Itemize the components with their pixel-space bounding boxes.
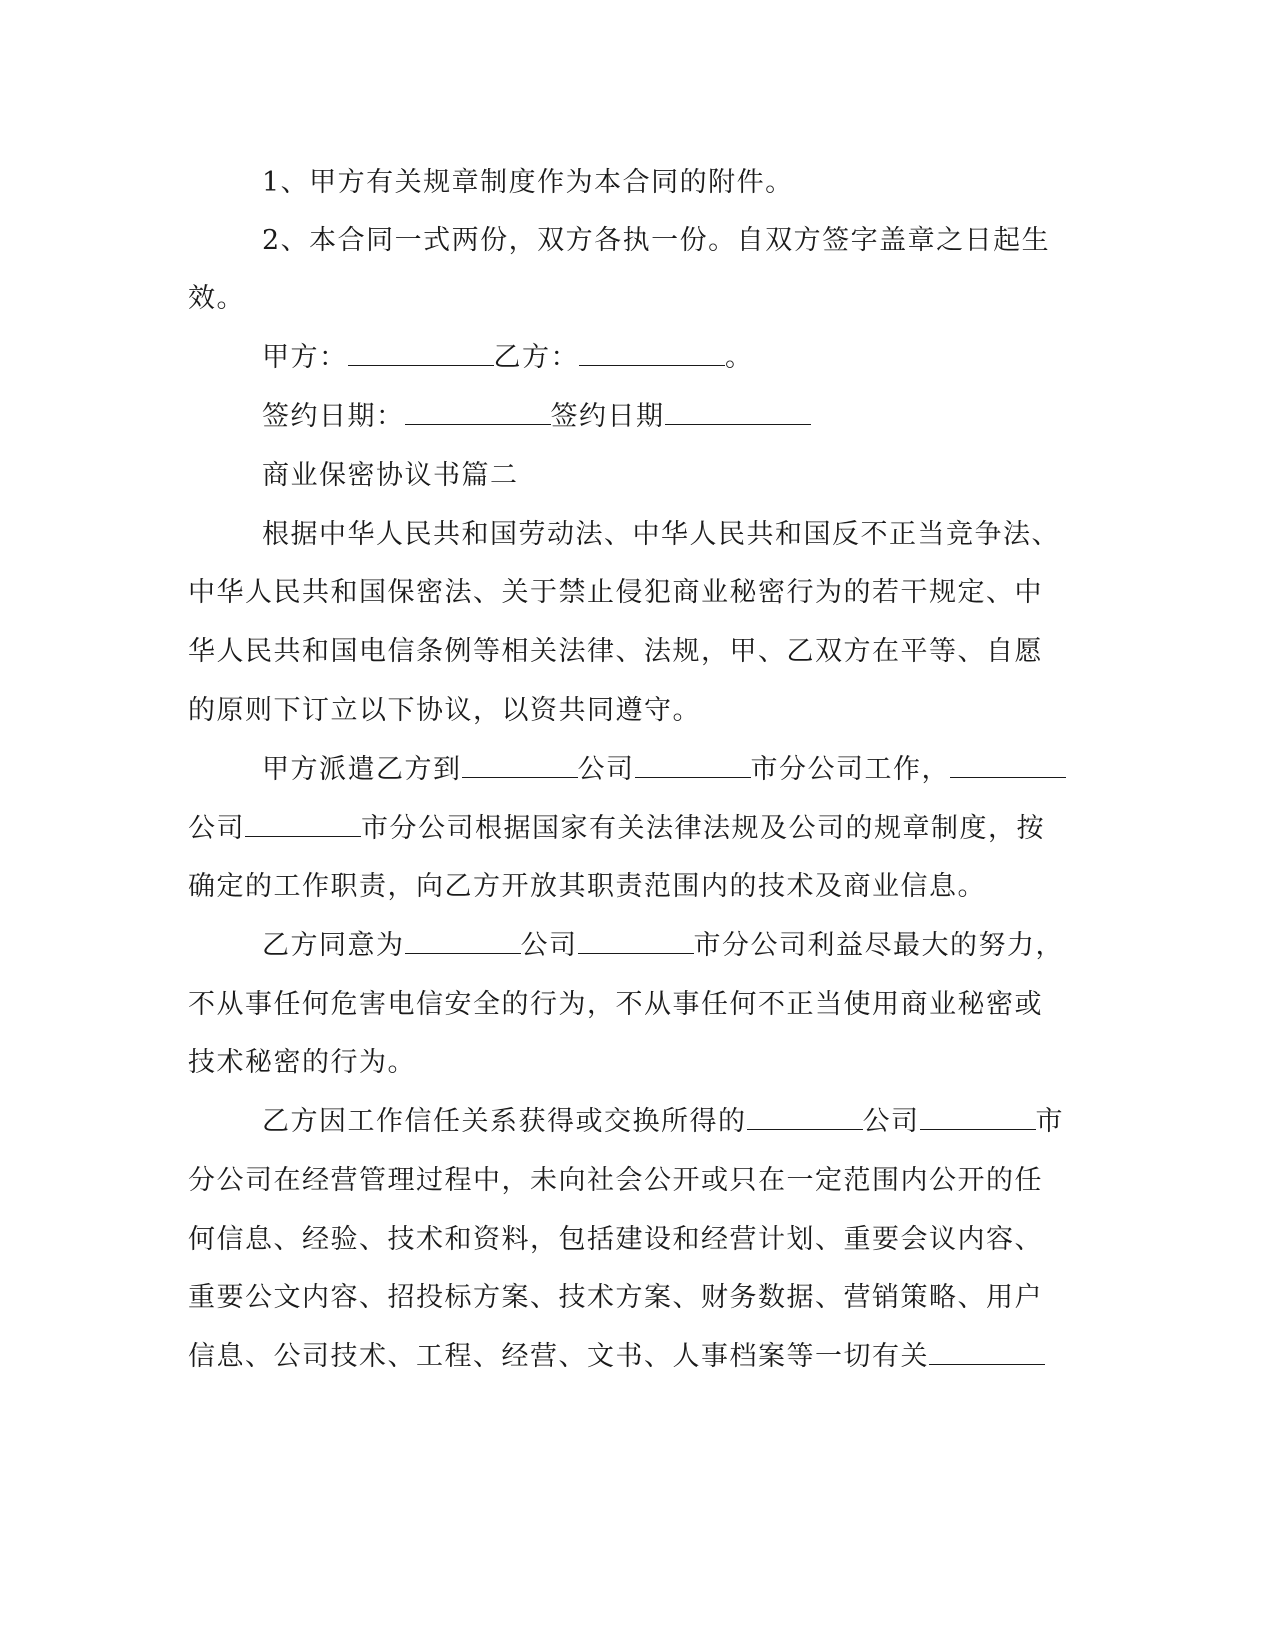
sign-date-blank-a	[405, 400, 551, 425]
text-segment: 市分公司根据国家有关法律法规及公司的规章制度，按	[361, 813, 1045, 844]
paragraph-line: 分公司在经营管理过程中，未向社会公开或只在一定范围内公开的任	[188, 1165, 1043, 1196]
paragraph-line: 的原则下订立以下协议，以资共同遵守。	[188, 695, 701, 726]
period-text: 。	[725, 342, 754, 373]
signature-line-parties	[262, 341, 1068, 375]
text-segment: 公司	[188, 813, 245, 844]
paragraph-line	[188, 812, 1068, 846]
paragraph-line: 何信息、经验、技术和资料，包括建设和经营计划、重要会议内容、	[188, 1224, 1043, 1255]
sign-date-label-b: 签约日期	[550, 401, 665, 432]
paragraph-line: 根据中华人民共和国劳动法、中华人民共和国反不正当竞争法、	[262, 519, 1060, 550]
party-b-blank	[579, 341, 725, 366]
paragraph-line: 1、甲方有关规章制度作为本合同的附件。	[262, 167, 794, 198]
fill-blank	[920, 1105, 1036, 1130]
text-segment: 乙方因工作信任关系获得或交换所得的	[262, 1106, 747, 1137]
party-a-blank	[348, 341, 494, 366]
text-segment: 市	[1035, 1106, 1064, 1137]
sign-date-blank-b	[665, 400, 811, 425]
paragraph-line: 效。	[188, 283, 245, 314]
paragraph-line: 重要公文内容、招投标方案、技术方案、财务数据、营销策略、用户	[188, 1282, 1043, 1313]
party-a-label: 甲方：	[262, 342, 348, 373]
fill-blank	[929, 1340, 1045, 1365]
paragraph-line: 技术秘密的行为。	[188, 1047, 416, 1078]
text-segment: 公司	[862, 1106, 920, 1137]
paragraph-line	[262, 753, 1068, 787]
fill-blank	[747, 1105, 863, 1130]
fill-blank	[635, 753, 751, 778]
paragraph-line	[262, 1105, 1068, 1139]
paragraph-line: 华人民共和国电信条例等相关法律、法规，甲、乙双方在平等、自愿	[188, 636, 1043, 667]
text-segment: 乙方同意为	[262, 930, 405, 961]
fill-blank	[462, 753, 578, 778]
paragraph-line: 确定的工作职责，向乙方开放其职责范围内的技术及商业信息。	[188, 871, 986, 902]
section-title: 商业保密协议书篇二	[262, 460, 519, 491]
fill-blank	[405, 929, 521, 954]
paragraph-line: 2、本合同一式两份，双方各执一份。自双方签字盖章之日起生	[262, 225, 1051, 256]
fill-blank	[578, 929, 694, 954]
text-segment: 市分公司利益尽最大的努力，	[693, 930, 1064, 961]
text-segment: 公司	[520, 930, 578, 961]
signature-line-dates	[262, 400, 1068, 434]
text-segment: 市分公司工作，	[750, 754, 950, 785]
text-segment: 甲方派遣乙方到	[262, 754, 462, 785]
paragraph-line: 不从事任何危害电信安全的行为，不从事任何不正当使用商业秘密或	[188, 989, 1043, 1020]
text-segment: 信息、公司技术、工程、经营、文书、人事档案等一切有关	[188, 1341, 929, 1372]
sign-date-label-a: 签约日期：	[262, 401, 405, 432]
fill-blank	[245, 812, 361, 837]
paragraph-line	[262, 929, 1068, 963]
text-segment: 公司	[577, 754, 635, 785]
paragraph-line: 中华人民共和国保密法、关于禁止侵犯商业秘密行为的若干规定、中	[188, 577, 1043, 608]
fill-blank	[950, 753, 1066, 778]
party-b-label: 乙方：	[493, 342, 579, 373]
paragraph-line	[188, 1340, 1068, 1374]
